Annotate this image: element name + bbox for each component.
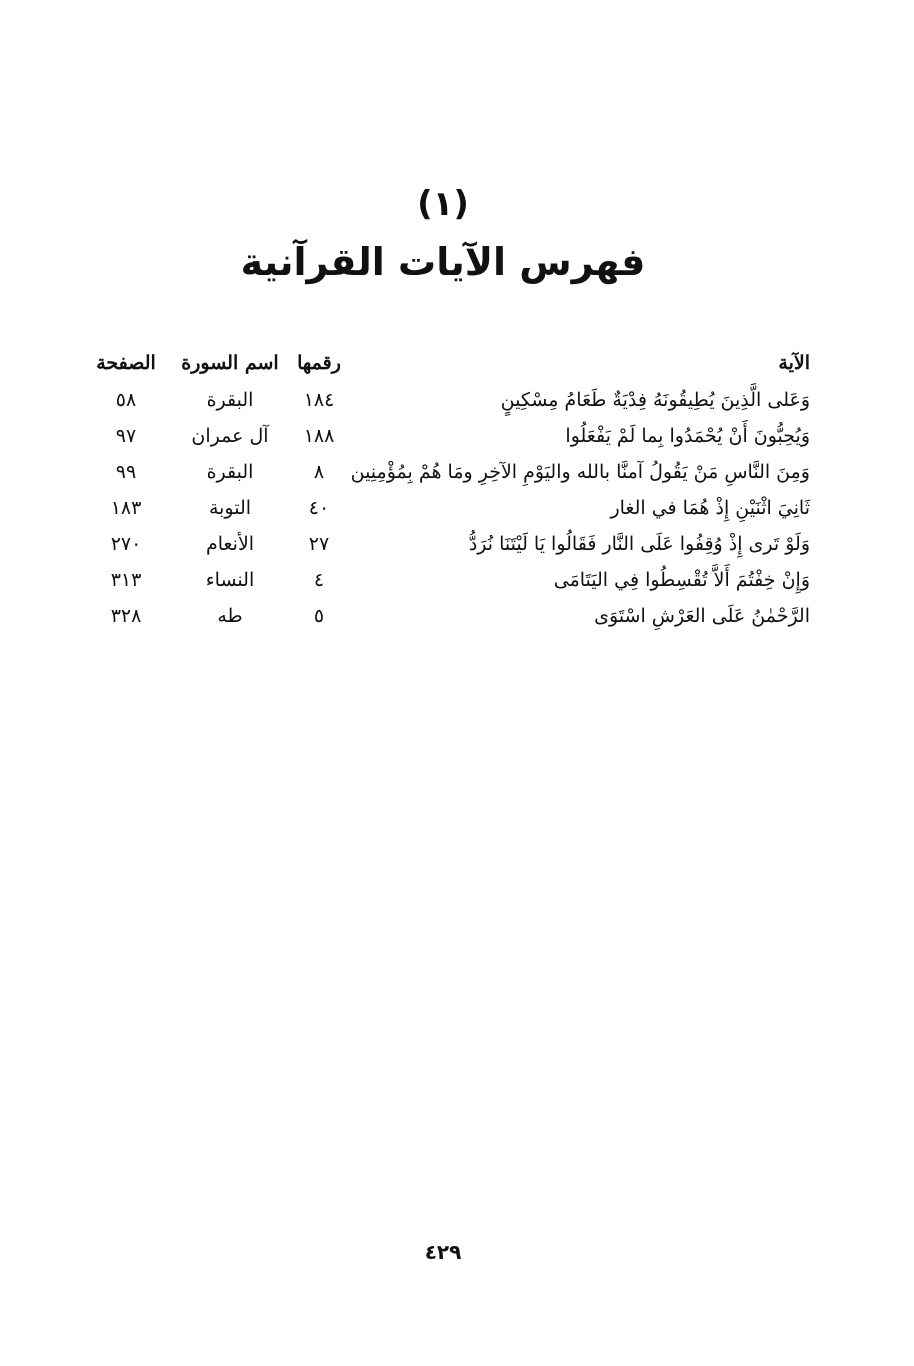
table-header-row (82, 344, 810, 382)
verse-text: وَإِنْ خِفْتُمَ أَلاَّ تُقْسِطُوا فِي اليَتَامَى (553, 569, 810, 591)
verse-index-table (82, 344, 810, 634)
verse-number: ١٨٨ (303, 425, 335, 447)
table-row (82, 382, 810, 418)
verse-text: ثَانِيَ اثْنَيْنِ إِذْ هُمَا في الغار (610, 497, 810, 519)
verse-text: وَيُحِبُّونَ أَنْ يُحْمَدُوا بِما لَمْ يَفْعَلُوا (565, 425, 810, 447)
table-row (82, 562, 810, 598)
surah-name: البقرة (206, 461, 254, 483)
table-row (82, 526, 810, 562)
page-number: ٤٢٩ (424, 1240, 462, 1264)
header-verse-number: رقمها (297, 352, 341, 374)
verse-number: ٤ (313, 569, 325, 591)
surah-name: التوبة (208, 497, 252, 519)
surah-name: البقرة (206, 389, 254, 411)
page-ref: ٥٨ (115, 389, 137, 411)
header-surah-name: اسم السورة (181, 352, 279, 374)
table-row (82, 454, 810, 490)
verse-number: ٤٠ (308, 497, 330, 519)
verse-text: الرَّحْمٰنُ عَلَى العَرْشِ اسْتَوَى (594, 605, 810, 627)
table-row (82, 598, 810, 634)
verse-number: ١٨٤ (303, 389, 335, 411)
page-ref: ١٨٣ (110, 497, 142, 519)
verse-text: وَمِنَ النَّاسِ مَنْ يَقُولُ آمنَّا بالله واليَوْمِ الآخِرِ ومَا هُمْ بِمُؤْمِنِين (350, 461, 810, 483)
section-number: (١) (417, 184, 469, 224)
surah-name: الأنعام (205, 533, 255, 555)
table-row (82, 490, 810, 526)
verse-number: ٨ (313, 461, 325, 483)
header-verse: الآية (778, 352, 810, 374)
verse-text: وَعَلى الَّذِينَ يُطِيقُونَهُ فِدْيَةٌ طَعَامُ مِسْكِينٍ (500, 389, 810, 411)
surah-name: آل عمران (191, 425, 269, 447)
page-ref: ٣٢٨ (110, 605, 142, 627)
surah-name: طه (217, 605, 243, 627)
verse-number: ٥ (313, 605, 325, 627)
page-ref: ٩٩ (115, 461, 137, 483)
section-title: فهرس الآيات القرآنية (240, 240, 646, 284)
verse-text: وَلَوْ تَرى إِذْ وُقِفُوا عَلَى النَّار فَقَالُوا يَا لَيْتَنَا نُرَدُّ (468, 533, 810, 555)
page-ref: ٢٧٠ (110, 533, 142, 555)
verse-number: ٢٧ (308, 533, 330, 555)
table-row (82, 418, 810, 454)
header-page: الصفحة (96, 352, 156, 374)
page-ref: ٣١٣ (110, 569, 142, 591)
surah-name: النساء (205, 569, 255, 591)
page-ref: ٩٧ (115, 425, 137, 447)
